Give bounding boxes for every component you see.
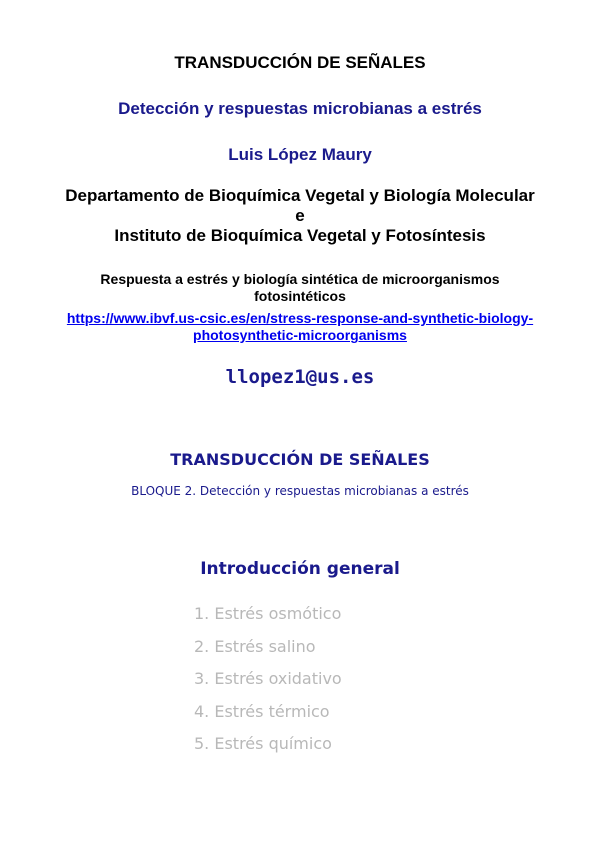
- topic-list: [194, 604, 342, 767]
- group-url-line2[interactable]: photosynthetic-microorganisms: [193, 327, 407, 343]
- affiliation-connector: e: [295, 206, 305, 225]
- author-name: Luis López Maury: [228, 145, 372, 164]
- group-url-link[interactable]: [0, 310, 600, 344]
- topic-item: 2. Estrés salino: [194, 636, 316, 656]
- topic-item: 5. Estrés químico: [194, 734, 332, 753]
- research-group: [0, 271, 600, 305]
- slide-title: TRANSDUCCIÓN DE SEÑALES: [170, 450, 430, 469]
- document-title: TRANSDUCCIÓN DE SEÑALES: [174, 53, 426, 72]
- institute-name: Instituto de Bioquímica Vegetal y Fotosíntesis: [114, 226, 486, 245]
- affiliation-block: [0, 186, 600, 246]
- document-subtitle: Detección y respuestas microbianas a estrés: [118, 99, 482, 118]
- topic-item: 4. Estrés térmico: [194, 701, 330, 721]
- topic-item: 1. Estrés osmótico: [194, 604, 342, 623]
- block-heading: BLOQUE 2. Detección y respuestas microbianas a estrés: [131, 484, 469, 498]
- section-heading: Introducción general: [200, 559, 400, 579]
- department-name: Departamento de Bioquímica Vegetal y Biología Molecular: [65, 186, 535, 205]
- contact-email[interactable]: llopez1@us.es: [225, 366, 375, 388]
- group-url-line1[interactable]: https://www.ibvf.us-csic.es/en/stress-response-and-synthetic-biology-: [66, 310, 534, 326]
- research-group-line1: Respuesta a estrés y biología sintética de microorganismos: [100, 271, 500, 287]
- topic-item: 3. Estrés oxidativo: [194, 669, 342, 688]
- research-group-line2: fotosintéticos: [254, 288, 346, 304]
